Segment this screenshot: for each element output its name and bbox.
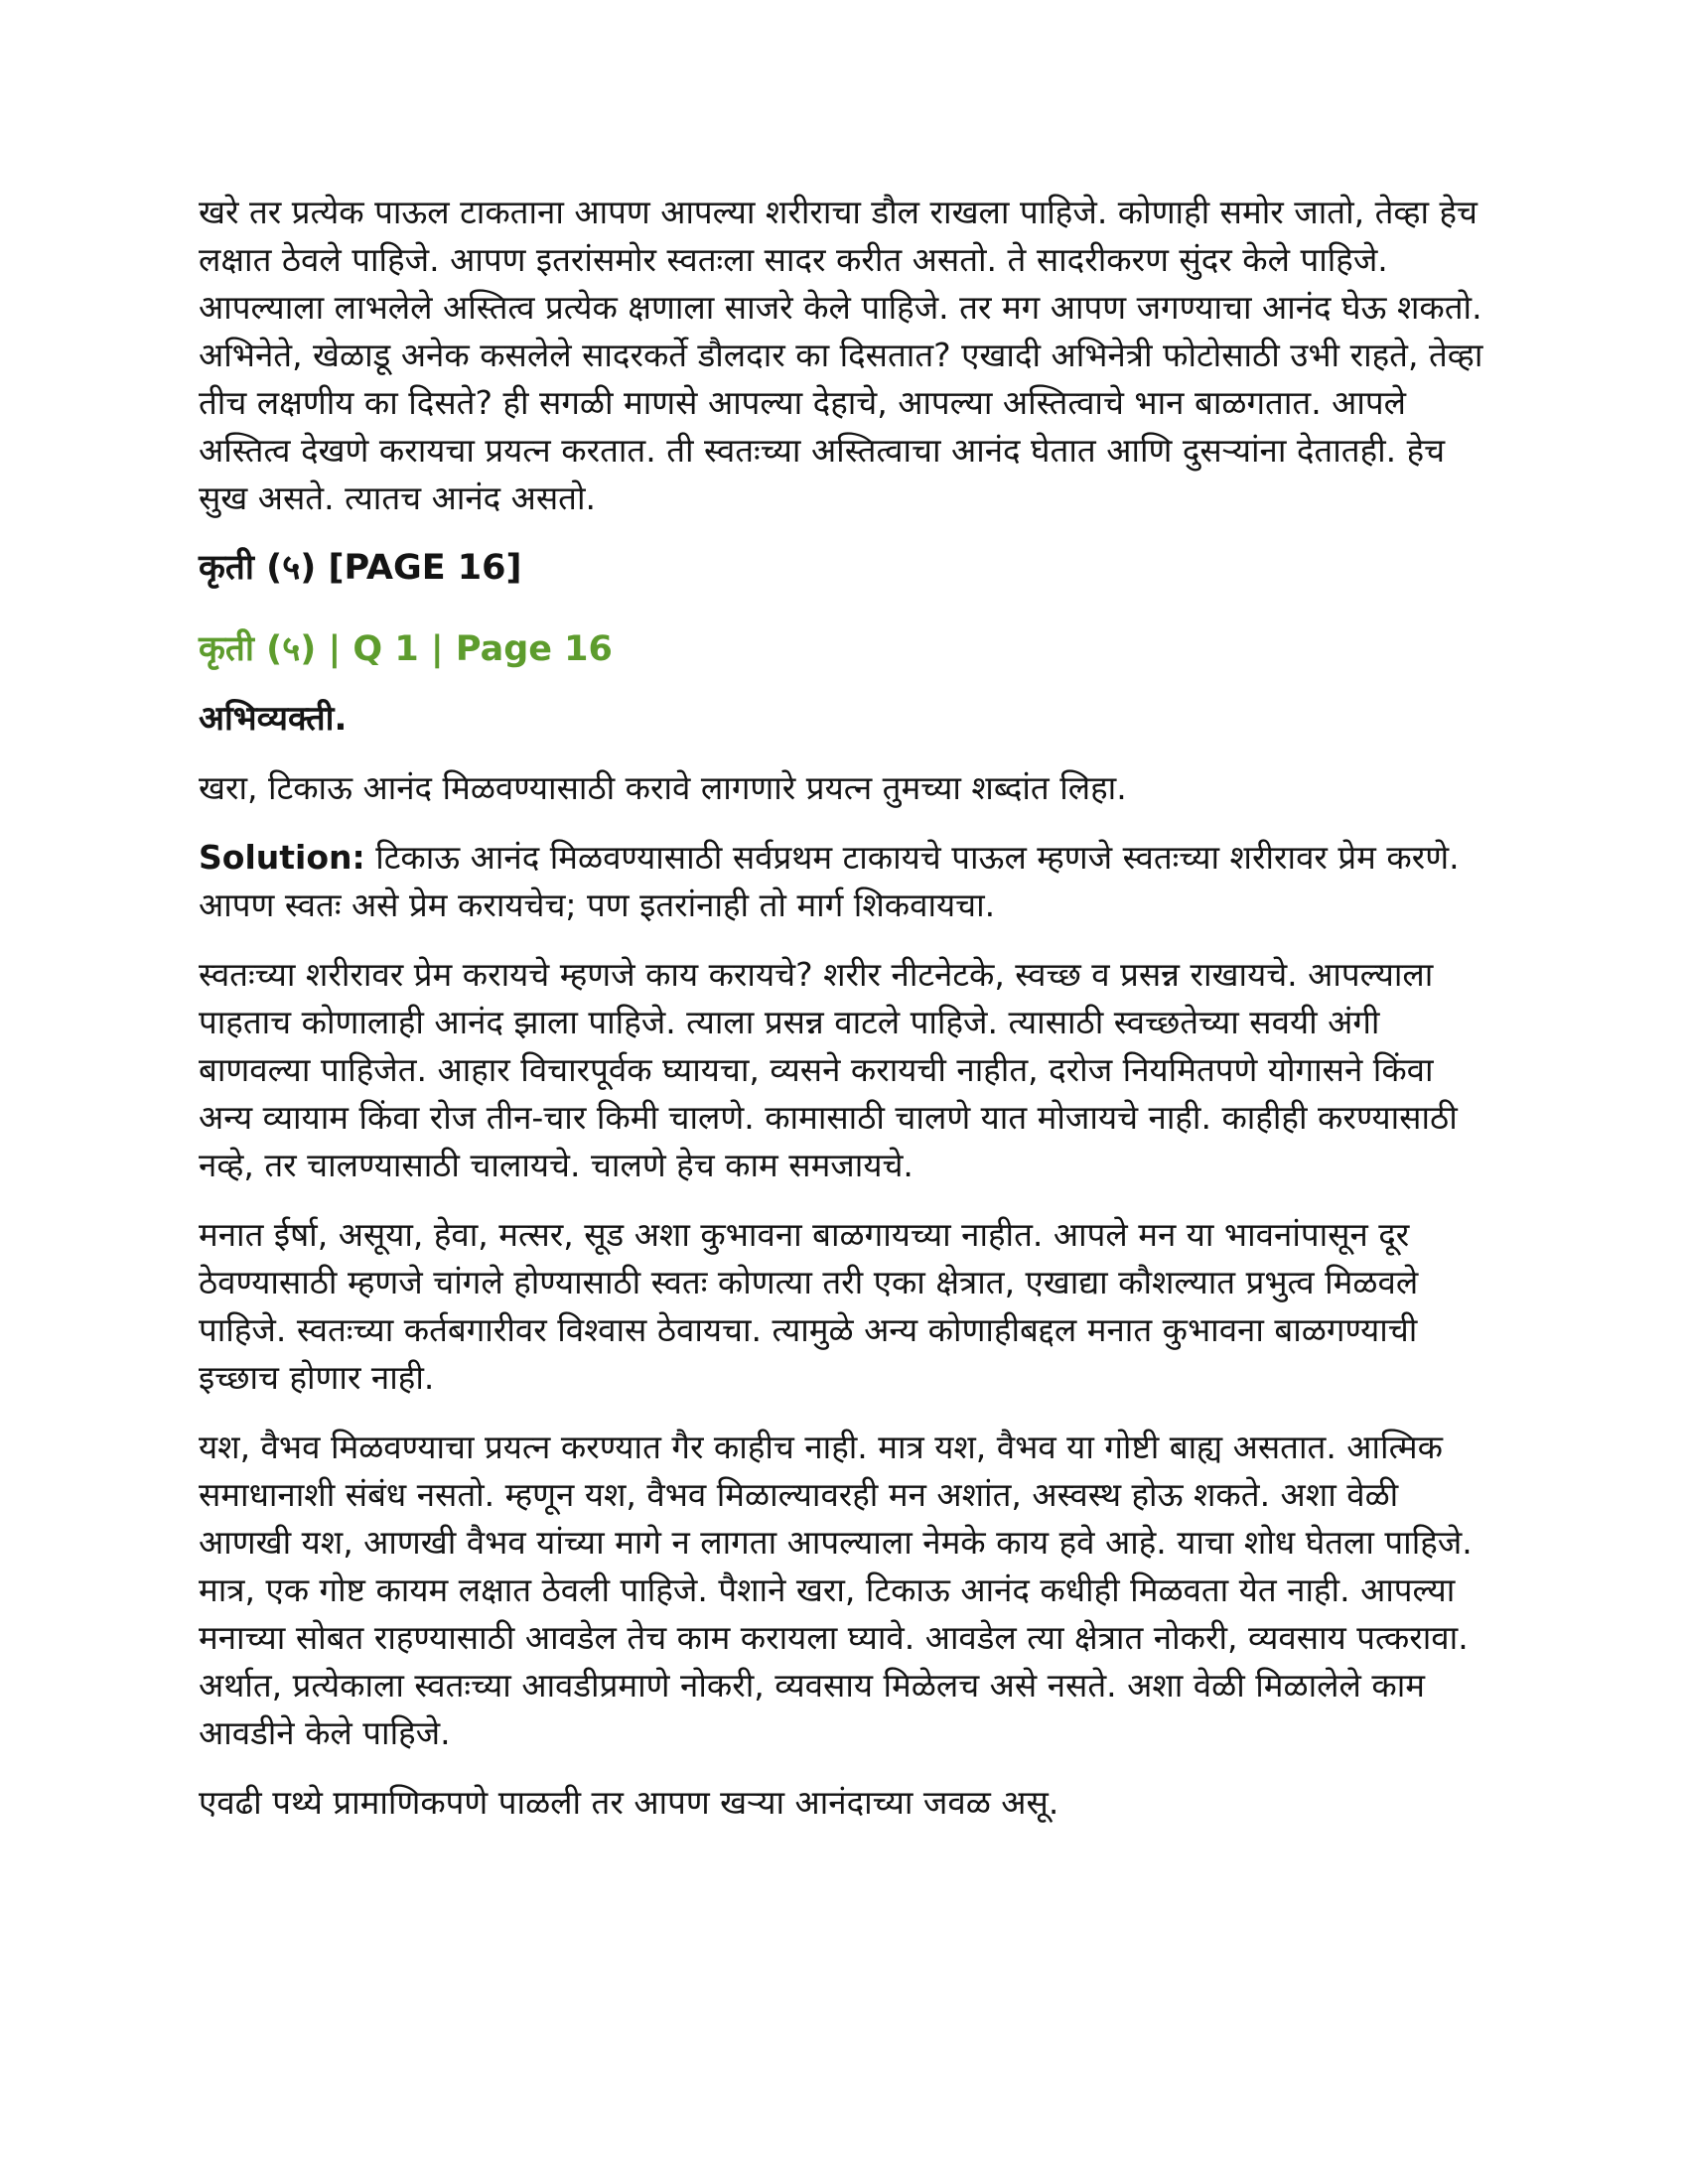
question-text: खरा, टिकाऊ आनंद मिळवण्यासाठी करावे लागणारे प्रयत्न तुमच्या शब्दांत लिहा. bbox=[199, 768, 1127, 807]
document-page bbox=[199, 189, 1489, 1848]
question-link[interactable]: कृती (५) | Q 1 | Page 16 bbox=[199, 629, 613, 669]
solution-paragraph: मात्र, एक गोष्ट कायम लक्षात ठेवली पाहिजे. पैशाने खरा, टिकाऊ आनंद कधीही मिळवता येत नाही. आपल्या मनाच्या सोबत राहण्यासाठी आवडेल तेच काम करायला घ्यावे. आवडेल त्या क्षेत्रात नोकरी, व्यवसाय पत्करावा. अर्थात, प्रत्येकाला स्वतःच्या आवडीप्रमाणे नोकरी, व्यवसाय मिळेलच असे नसते. अशा वेळी मिळालेले काम आवडीने केले पाहिजे. bbox=[199, 1570, 1469, 1752]
question-type-heading: अभिव्यक्ती. bbox=[199, 699, 348, 739]
section-heading: कृती (५) [PAGE 16] bbox=[199, 548, 522, 588]
intro-paragraph: खरे तर प्रत्येक पाऊल टाकताना आपण आपल्या शरीराचा डौल राखला पाहिजे. कोणाही समोर जातो, तेव्हा हेच लक्षात ठेवले पाहिजे. आपण इतरांसमोर स्वतःला सादर करीत असतो. ते सादरीकरण सुंदर केले पाहिजे. आपल्याला लाभलेले अस्तित्व प्रत्येक क्षणाला साजरे केले पाहिजे. तर मग आपण जगण्याचा आनंद घेऊ शकतो. अभिनेते, खेळाडू अनेक कसलेले सादरकर्ते डौलदार का दिसतात? एखादी अभिनेत्री फोटोसाठी उभी राहते, तेव्हा तीच लक्षणीय का दिसते? ही सगळी माणसे आपल्या देहाचे, आपल्या अस्तित्वाचे भान बाळगतात. आपले अस्तित्व देखणे करायचा प्रयत्न करतात. ती स्वतःच्या अस्तित्वाचा आनंद घेतात आणि दुसऱ्यांना देतातही. हेच सुख असते. त्यातच आनंद असतो. bbox=[199, 193, 1483, 517]
solution-paragraph: स्वतःच्या शरीरावर प्रेम करायचे म्हणजे काय करायचे? शरीर नीटनेटके, स्वच्छ व प्रसन्न राखायचे. आपल्याला पाहताच कोणालाही आनंद झाला पाहिजे. त्याला प्रसन्न वाटले पाहिजे. त्यासाठी स्वच्छतेच्या सवयी अंगी बाणवल्या पाहिजेत. आहार विचारपूर्वक घ्यायचा, व्यसने करायची नाहीत, दरोज नियमितपणे योगासने किंवा अन्य व्यायाम किंवा रोज तीन-चार किमी चालणे. कामासाठी चालणे यात मोजायचे नाही. काहीही करण्यासाठी नव्हे, तर चालण्यासाठी चालायचे. चालणे हेच काम समजायचे. bbox=[199, 955, 1458, 1184]
solution-paragraph: मनात ईर्षा, असूया, हेवा, मत्सर, सूड अशा कुभावना बाळगायच्या नाहीत. आपले मन या भावनांपासून दूर ठेवण्यासाठी म्हणजे चांगले होण्यासाठी स्वतः कोणत्या तरी एका क्षेत्रात, एखाद्या कौशल्यात प्रभुत्व मिळवले पाहिजे. स्वतःच्या कर्तबगारीवर विश्वास ठेवायचा. त्यामुळे अन्य कोणाहीबद्दल मनात कुभावना बाळगण्याची इच्छाच होणार नाही. bbox=[199, 1215, 1419, 1397]
solution-paragraph: एवढी पथ्ये प्रामाणिकपणे पाळली तर आपण खऱ्या आनंदाच्या जवळ असू. bbox=[199, 1783, 1059, 1822]
solution-intro-text: टिकाऊ आनंद मिळवण्यासाठी सर्वप्रथम टाकायचे पाऊल म्हणजे स्वतःच्या शरीरावर प्रेम करणे. आपण स्वतः असे प्रेम करायचेच; पण इतरांनाही तो मार्ग शिकवायचा. bbox=[199, 838, 1460, 924]
solution-paragraph-intro bbox=[199, 834, 1489, 929]
solution-paragraph: यश, वैभव मिळवण्याचा प्रयत्न करण्यात गैर काहीच नाही. मात्र यश, वैभव या गोष्टी बाह्य असतात. आत्मिक समाधानाशी संबंध नसतो. म्हणून यश, वैभव मिळाल्यावरही मन अशांत, अस्वस्थ होऊ शकते. अशा वेळी आणखी यश, आणखी वैभव यांच्या मागे न लागता आपल्याला नेमके काय हवे आहे. याचा शोध घेतला पाहिजे. bbox=[199, 1428, 1473, 1562]
solution-label: Solution: bbox=[199, 838, 365, 877]
